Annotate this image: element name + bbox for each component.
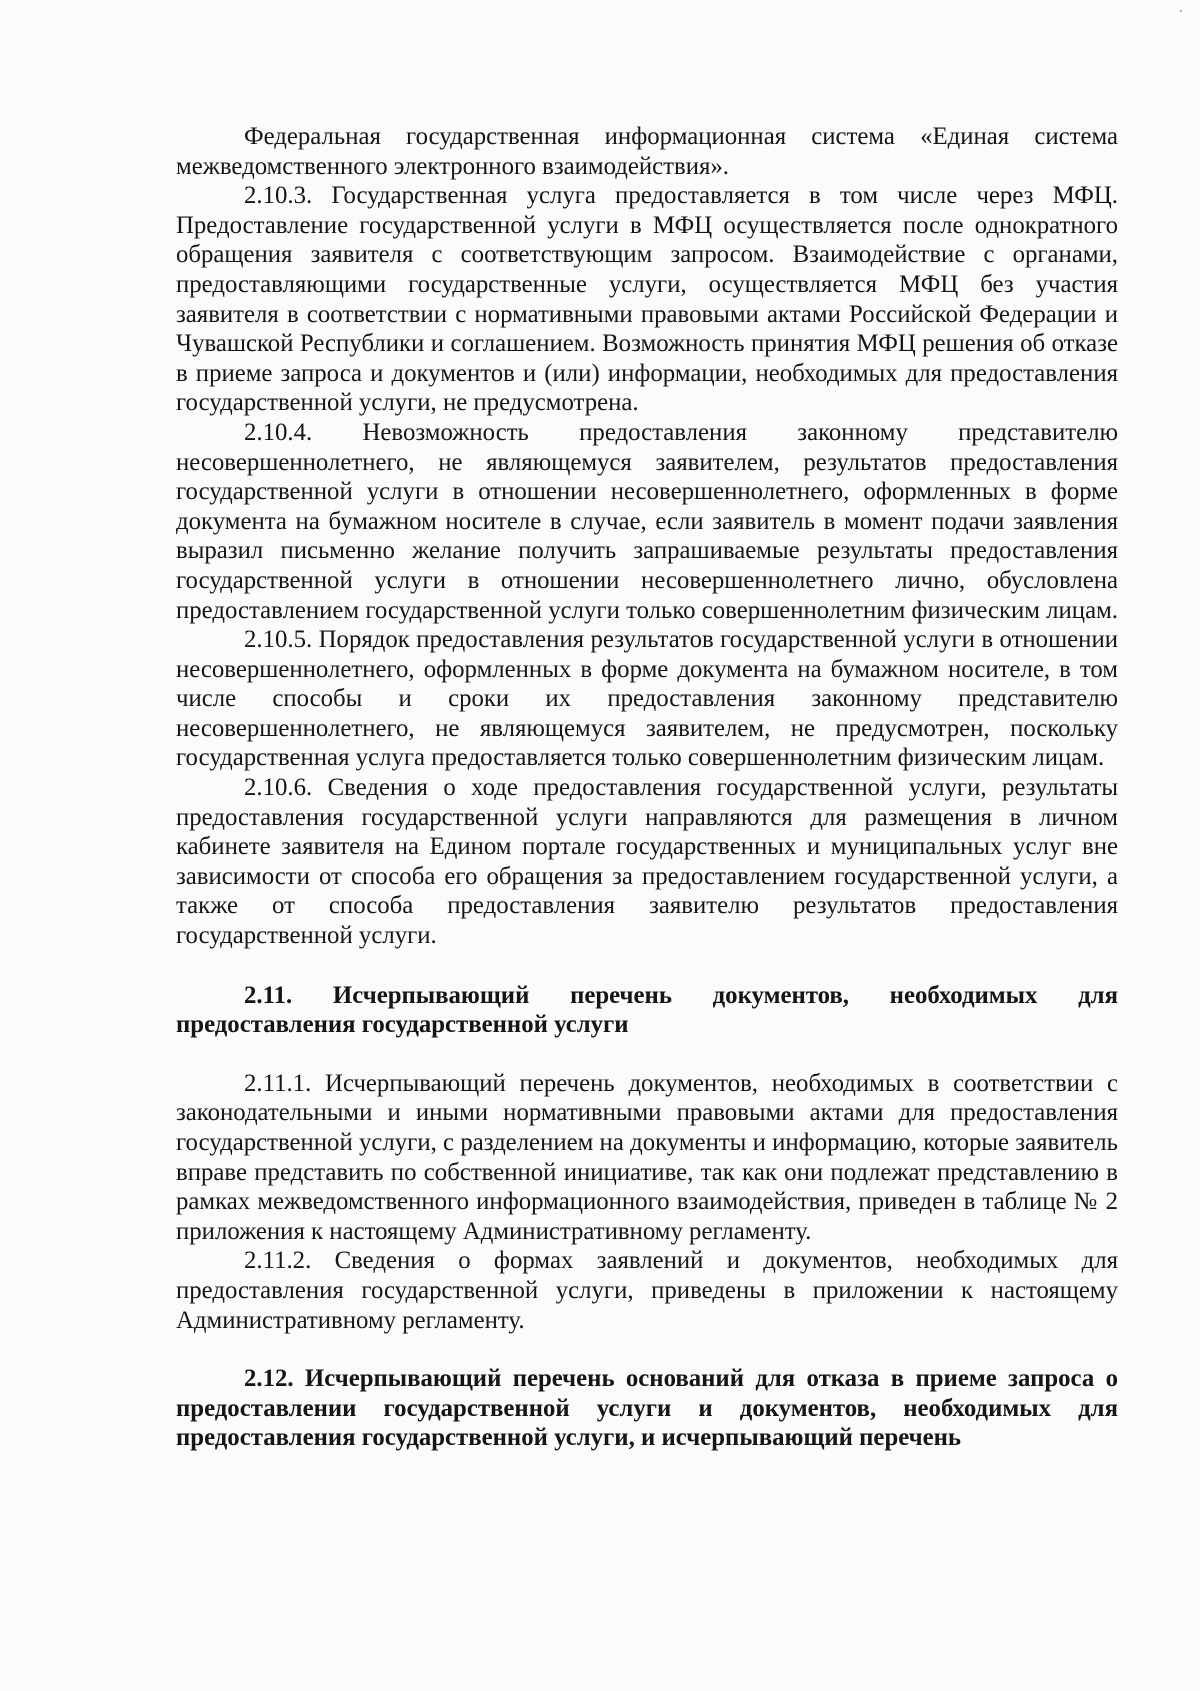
section-heading-2-11: 2.11. Исчерпывающий перечень документов, необходимых для предоставления государственной услуги: [176, 981, 1118, 1039]
paragraph-2-11-1: 2.11.1. Исчерпывающий перечень документов, необходимых в соответствии с законодательными и иными нормативными правовыми актами для предоставления государственной услуги, с разделением на документы и информацию, которые заявитель вправе представить по собственной инициативе, так как они подлежат представлению в рамках межведомственного информационного взаимодействия, приведен в таблице № 2 приложения к настоящему Административному регламенту.: [176, 1069, 1118, 1245]
paragraph-intro: Федеральная государственная информационная система «Единая система межведомственного электронного взаимодействия».: [176, 123, 1118, 180]
scan-speck: [1180, 10, 1182, 12]
paragraph-2-10-6: 2.10.6. Сведения о ходе предоставления государственной услуги, результаты предоставления государственной услуги направляются для размещения в личном кабинете заявителя на Едином портале государственных и муниципальных услуг вне зависимости от способа его обращения за предоставлением государственной услуги, а также от способа предоставления заявителю результатов предоставления государственной услуги.: [176, 774, 1118, 950]
paragraph-2-10-3: 2.10.3. Государственная услуга предоставляется в том числе через МФЦ. Предоставление государственной услуги в МФЦ осуществляется после однократного обращения заявителя с соответствующим запросом. Взаимодействие с органами, предоставляющими государственные услуги, осуществляется МФЦ без участия заявителя в соответствии с нормативными правовыми актами Российской Федерации и Чувашской Республики и соглашением. Возможность принятия МФЦ решения об отказе в приеме запроса и документов и (или) информации, необходимых для предоставления государственной услуги, не предусмотрена.: [176, 182, 1118, 417]
document-body: [176, 122, 1118, 1453]
section-heading-2-12: 2.12. Исчерпывающий перечень оснований для отказа в приеме запроса о предоставлении государственной услуги и документов, необходимых для предоставления государственной услуги, и исчерпывающий перечень: [176, 1365, 1118, 1452]
paragraph-2-10-5: 2.10.5. Порядок предоставления результатов государственной услуги в отношении несовершеннолетнего, оформленных в форме документа на бумажном носителе, в том числе способы и сроки их предоставления законному представителю несовершеннолетнего, не являющемуся заявителем, не предусмотрен, поскольку государственная услуга предоставляется только совершеннолетним физическим лицам.: [176, 626, 1118, 772]
paragraph-2-11-2: 2.11.2. Сведения о формах заявлений и документов, необходимых для предоставления государственной услуги, приведены в приложении к настоящему Административному регламенту.: [176, 1247, 1118, 1334]
paragraph-2-10-4: 2.10.4. Невозможность предоставления законному представителю несовершеннолетнего, не являющемуся заявителем, результатов предоставления государственной услуги в отношении несовершеннолетнего, оформленных в форме документа на бумажном носителе в случае, если заявитель в момент подачи заявления выразил письменно желание получить запрашиваемые результаты предоставления государственной услуги в отношении несовершеннолетнего лично, обусловлена предоставлением государственной услуги только совершеннолетним физическим лицам.: [176, 418, 1118, 624]
